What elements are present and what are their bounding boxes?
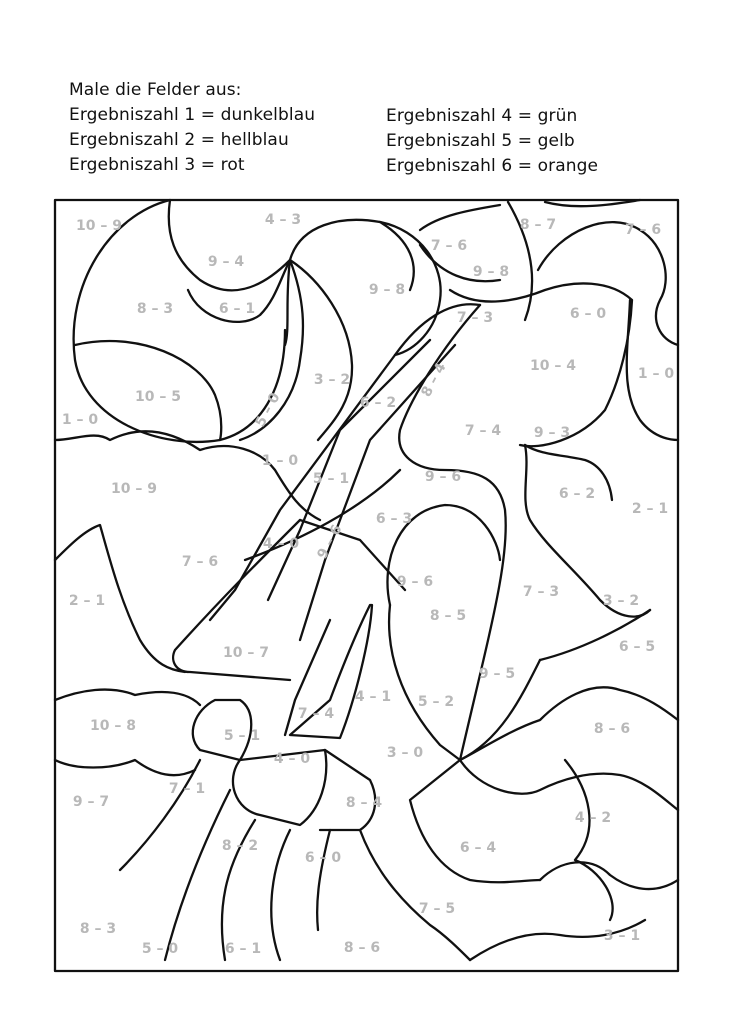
cloud-outline bbox=[410, 760, 540, 882]
field-label: 7 – 4 bbox=[464, 423, 502, 439]
field-label: 7 – 1 bbox=[168, 781, 206, 797]
instructions-heading: Male die Felder aus: bbox=[69, 80, 242, 100]
cloud-outline bbox=[460, 760, 678, 810]
field-label: 9 – 5 bbox=[478, 666, 516, 682]
field-label: 6 – 2 bbox=[359, 395, 397, 411]
cloud-outline bbox=[55, 690, 200, 705]
legend-entry-6: Ergebniszahl 6 = orange bbox=[386, 156, 599, 176]
legend-entry-5: Ergebniszahl 5 = gelb bbox=[386, 131, 575, 151]
field-label: 4 – 0 bbox=[262, 536, 300, 552]
field-label: 9 – 8 bbox=[368, 282, 406, 298]
cloud-outline bbox=[538, 222, 678, 345]
field-label: 9 – 6 bbox=[424, 469, 462, 485]
field-label: 7 – 5 bbox=[418, 901, 456, 917]
cloud-outline bbox=[460, 687, 678, 760]
field-label: 6 – 1 bbox=[218, 301, 256, 317]
field-label: 4 – 3 bbox=[264, 212, 302, 228]
field-label: 10 – 4 bbox=[530, 358, 576, 374]
cloud-outline bbox=[290, 220, 441, 355]
field-label: 8 – 6 bbox=[343, 940, 381, 956]
rocket-window bbox=[386, 605, 460, 761]
field-label: 4 – 1 bbox=[354, 689, 392, 705]
field-label: 5 – 1 bbox=[223, 728, 261, 744]
field-label: 9 – 7 bbox=[72, 794, 110, 810]
field-label: 6 – 0 bbox=[569, 306, 607, 322]
engine-nozzle bbox=[320, 750, 375, 830]
field-label: 7 – 3 bbox=[522, 584, 560, 600]
legend-entry-1: Ergebniszahl 1 = dunkelblau bbox=[69, 105, 316, 125]
field-label: 3 – 1 bbox=[603, 928, 641, 944]
field-label: 3 – 2 bbox=[313, 372, 351, 388]
field-label: 5 – 0 bbox=[252, 390, 284, 430]
field-label: 10 – 7 bbox=[223, 645, 269, 661]
field-label: 1 – 0 bbox=[61, 412, 99, 428]
flame-line bbox=[165, 790, 230, 960]
field-label: 6 – 1 bbox=[224, 941, 262, 957]
cloud-outline bbox=[540, 862, 678, 889]
field-label: 8 – 5 bbox=[429, 608, 467, 624]
field-label: 6 – 4 bbox=[459, 840, 497, 856]
field-label: 7 – 6 bbox=[430, 238, 468, 254]
cloud-outline bbox=[55, 431, 320, 520]
field-label: 9 – 4 bbox=[207, 254, 245, 270]
field-label: 8 – 7 bbox=[519, 217, 557, 233]
field-label: 8 – 2 bbox=[221, 838, 259, 854]
flame-line bbox=[317, 830, 330, 930]
field-label: 7 – 6 bbox=[624, 222, 662, 238]
field-label: 9 – 8 bbox=[472, 264, 510, 280]
field-label: 7 – 3 bbox=[456, 310, 494, 326]
field-label: 10 – 8 bbox=[90, 718, 136, 734]
field-label: 2 – 1 bbox=[68, 593, 106, 609]
cloud-outline bbox=[565, 760, 613, 920]
field-label: 5 – 0 bbox=[141, 941, 179, 957]
field-label: 6 – 2 bbox=[558, 486, 596, 502]
field-label: 8 – 6 bbox=[593, 721, 631, 737]
field-label: 3 – 2 bbox=[602, 593, 640, 609]
field-label: 9 – 6 bbox=[314, 522, 346, 562]
field-label: 10 – 9 bbox=[111, 481, 157, 497]
cloud-outline bbox=[55, 760, 195, 775]
legend-entry-3: Ergebniszahl 3 = rot bbox=[69, 155, 245, 175]
field-label: 9 – 3 bbox=[533, 425, 571, 441]
flame-line bbox=[120, 760, 200, 870]
field-label: 7 – 6 bbox=[181, 554, 219, 570]
field-label: 8 – 3 bbox=[79, 921, 117, 937]
field-label: 4 – 0 bbox=[273, 751, 311, 767]
field-number-labels bbox=[62, 212, 674, 957]
flame-line bbox=[271, 830, 290, 960]
cloud-outline bbox=[420, 205, 500, 230]
field-label: 8 – 4 bbox=[345, 795, 383, 811]
legend-entry-4: Ergebniszahl 4 = grün bbox=[386, 106, 578, 126]
field-label: 7 – 4 bbox=[297, 706, 335, 722]
field-label: 10 – 9 bbox=[76, 218, 122, 234]
field-label: 4 – 2 bbox=[574, 810, 612, 826]
field-label: 6 – 3 bbox=[375, 511, 413, 527]
field-label: 2 – 1 bbox=[631, 501, 669, 517]
field-label: 8 – 4 bbox=[418, 360, 450, 400]
field-label: 10 – 5 bbox=[135, 389, 181, 405]
field-label: 1 – 0 bbox=[637, 366, 675, 382]
field-label: 6 – 5 bbox=[618, 639, 656, 655]
field-label: 5 – 2 bbox=[417, 694, 455, 710]
legend-entry-2: Ergebniszahl 2 = hellblau bbox=[69, 130, 289, 150]
planet-outline bbox=[74, 200, 285, 442]
field-label: 8 – 3 bbox=[136, 301, 174, 317]
field-label: 1 – 0 bbox=[261, 453, 299, 469]
field-label: 5 – 1 bbox=[312, 471, 350, 487]
field-label: 9 – 6 bbox=[396, 574, 434, 590]
field-label: 6 – 0 bbox=[304, 850, 342, 866]
field-label: 3 – 0 bbox=[386, 745, 424, 761]
